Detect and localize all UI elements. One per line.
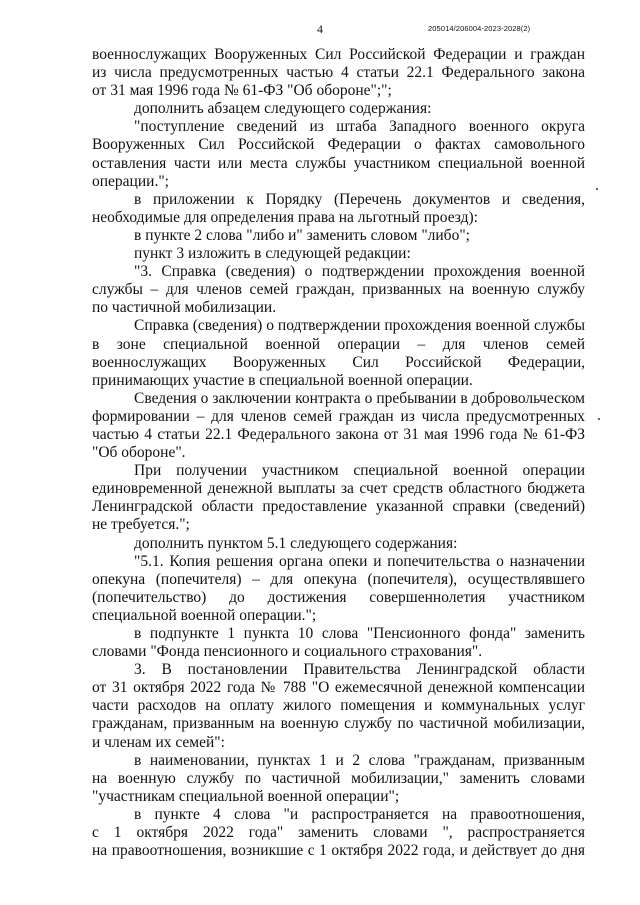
text-line: от 31 октября 2022 года № 788 "О ежемесячной денежной компенсации [92,679,585,697]
text-line: "3. Справка (сведения) о подтверждении прохождения военной [134,263,585,281]
text-line: военнослужащих Вооруженных Сил Российской Федерации, [92,353,585,371]
text-line: в пункте 4 слова "и распространяется на правоотношения, [134,805,585,823]
text-line: из числа предусмотренных частью 4 статьи 22.1 Федерального закона [92,64,585,82]
text-line: от 31 мая 1996 года № 61-ФЗ "Об обороне";"; [92,82,392,100]
text-line: "Об обороне". [92,444,186,462]
text-line: необходимые для определения права на льготный проезд): [92,208,478,226]
text-line: единовременной денежной выплаты за счет средств областного бюджета [92,480,585,498]
document-code: 205014/206004-2023-2028(2) [428,24,531,33]
text-line: частью 4 статьи 22.1 Федерального закона от 31 мая 1996 года № 61-ФЗ [92,425,585,443]
text-line: гражданам, призванным на военную службу по частичной мобилизации, [92,715,585,733]
text-line: "5.1. Копия решения органа опеки и попечительства о назначении [134,552,585,570]
text-line: Ленинградской области предоставление указанной справки (сведений) [92,498,585,516]
text-line: по частичной мобилизации. [92,299,277,317]
scan-speck [598,418,600,420]
text-line: службы – для членов семей граждан, призванных на военную службу [92,281,585,299]
text-line: в наименовании, пунктах 1 и 2 слова "гражданам, призванным [134,751,585,769]
text-line: При получении участником специальной военной операции [134,462,585,480]
text-line: принимающих участие в специальной военной операции. [92,371,473,389]
text-line: на военную службу по частичной мобилизации," заменить словами [92,769,585,787]
text-line: дополнить пунктом 5.1 следующего содержания: [134,534,458,552]
text-line: опекуна (попечителя) – для опекуна (попечителя), осуществлявшего [92,570,585,588]
text-line: Справка (сведения) о подтверждении прохождения военной службы [134,317,585,335]
text-line: Сведения о заключении контракта о пребывании в добровольческом [134,389,585,407]
text-line: словами "Фонда пенсионного и социального страхования". [92,643,483,661]
text-line: с 1 октября 2022 года" заменить словами ", распространяется [92,824,585,842]
text-line: в пункте 2 слова "либо и" заменить словом "либо"; [134,226,470,244]
text-line: дополнить абзацем следующего содержания: [134,100,432,118]
text-line: не требуется."; [92,516,190,534]
scan-speck [596,188,598,190]
text-line: специальной военной операции."; [92,606,317,624]
text-line: в приложении к Порядку (Перечень документов и сведения, [134,190,585,208]
text-line: на правоотношения, возникшие с 1 октября 2022 года, и действует до дня [92,842,585,860]
text-line: пункт 3 изложить в следующей редакции: [134,245,411,263]
text-line: в зоне специальной военной операции – для членов семей [92,335,585,353]
document-body [92,46,585,860]
text-line: "поступление сведений из штаба Западного военного округа [134,118,585,136]
text-line: в подпункте 1 пункта 10 слова "Пенсионного фонда" заменить [134,625,585,642]
text-line: части расходов на оплату жилого помещения и коммунальных услуг [92,697,585,715]
text-line: 3. В постановлении Правительства Ленинградской области [134,661,585,679]
text-line: и членам их семей": [92,733,225,751]
text-line: формировании – для членов семей граждан из числа предусмотренных [92,407,585,425]
text-line: оставления части или места службы участником специальной военной [92,154,585,172]
text-line: "участникам специальной военной операции"; [92,787,400,805]
text-line: (попечительство) до достижения совершеннолетия участником [92,588,585,606]
page-number: 4 [317,22,323,36]
text-line: военнослужащих Вооруженных Сил Российской Федерации и граждан [92,46,585,63]
text-line: Вооруженных Сил Российской Федерации о фактах самовольного [92,136,585,154]
text-line: операции."; [92,172,169,190]
